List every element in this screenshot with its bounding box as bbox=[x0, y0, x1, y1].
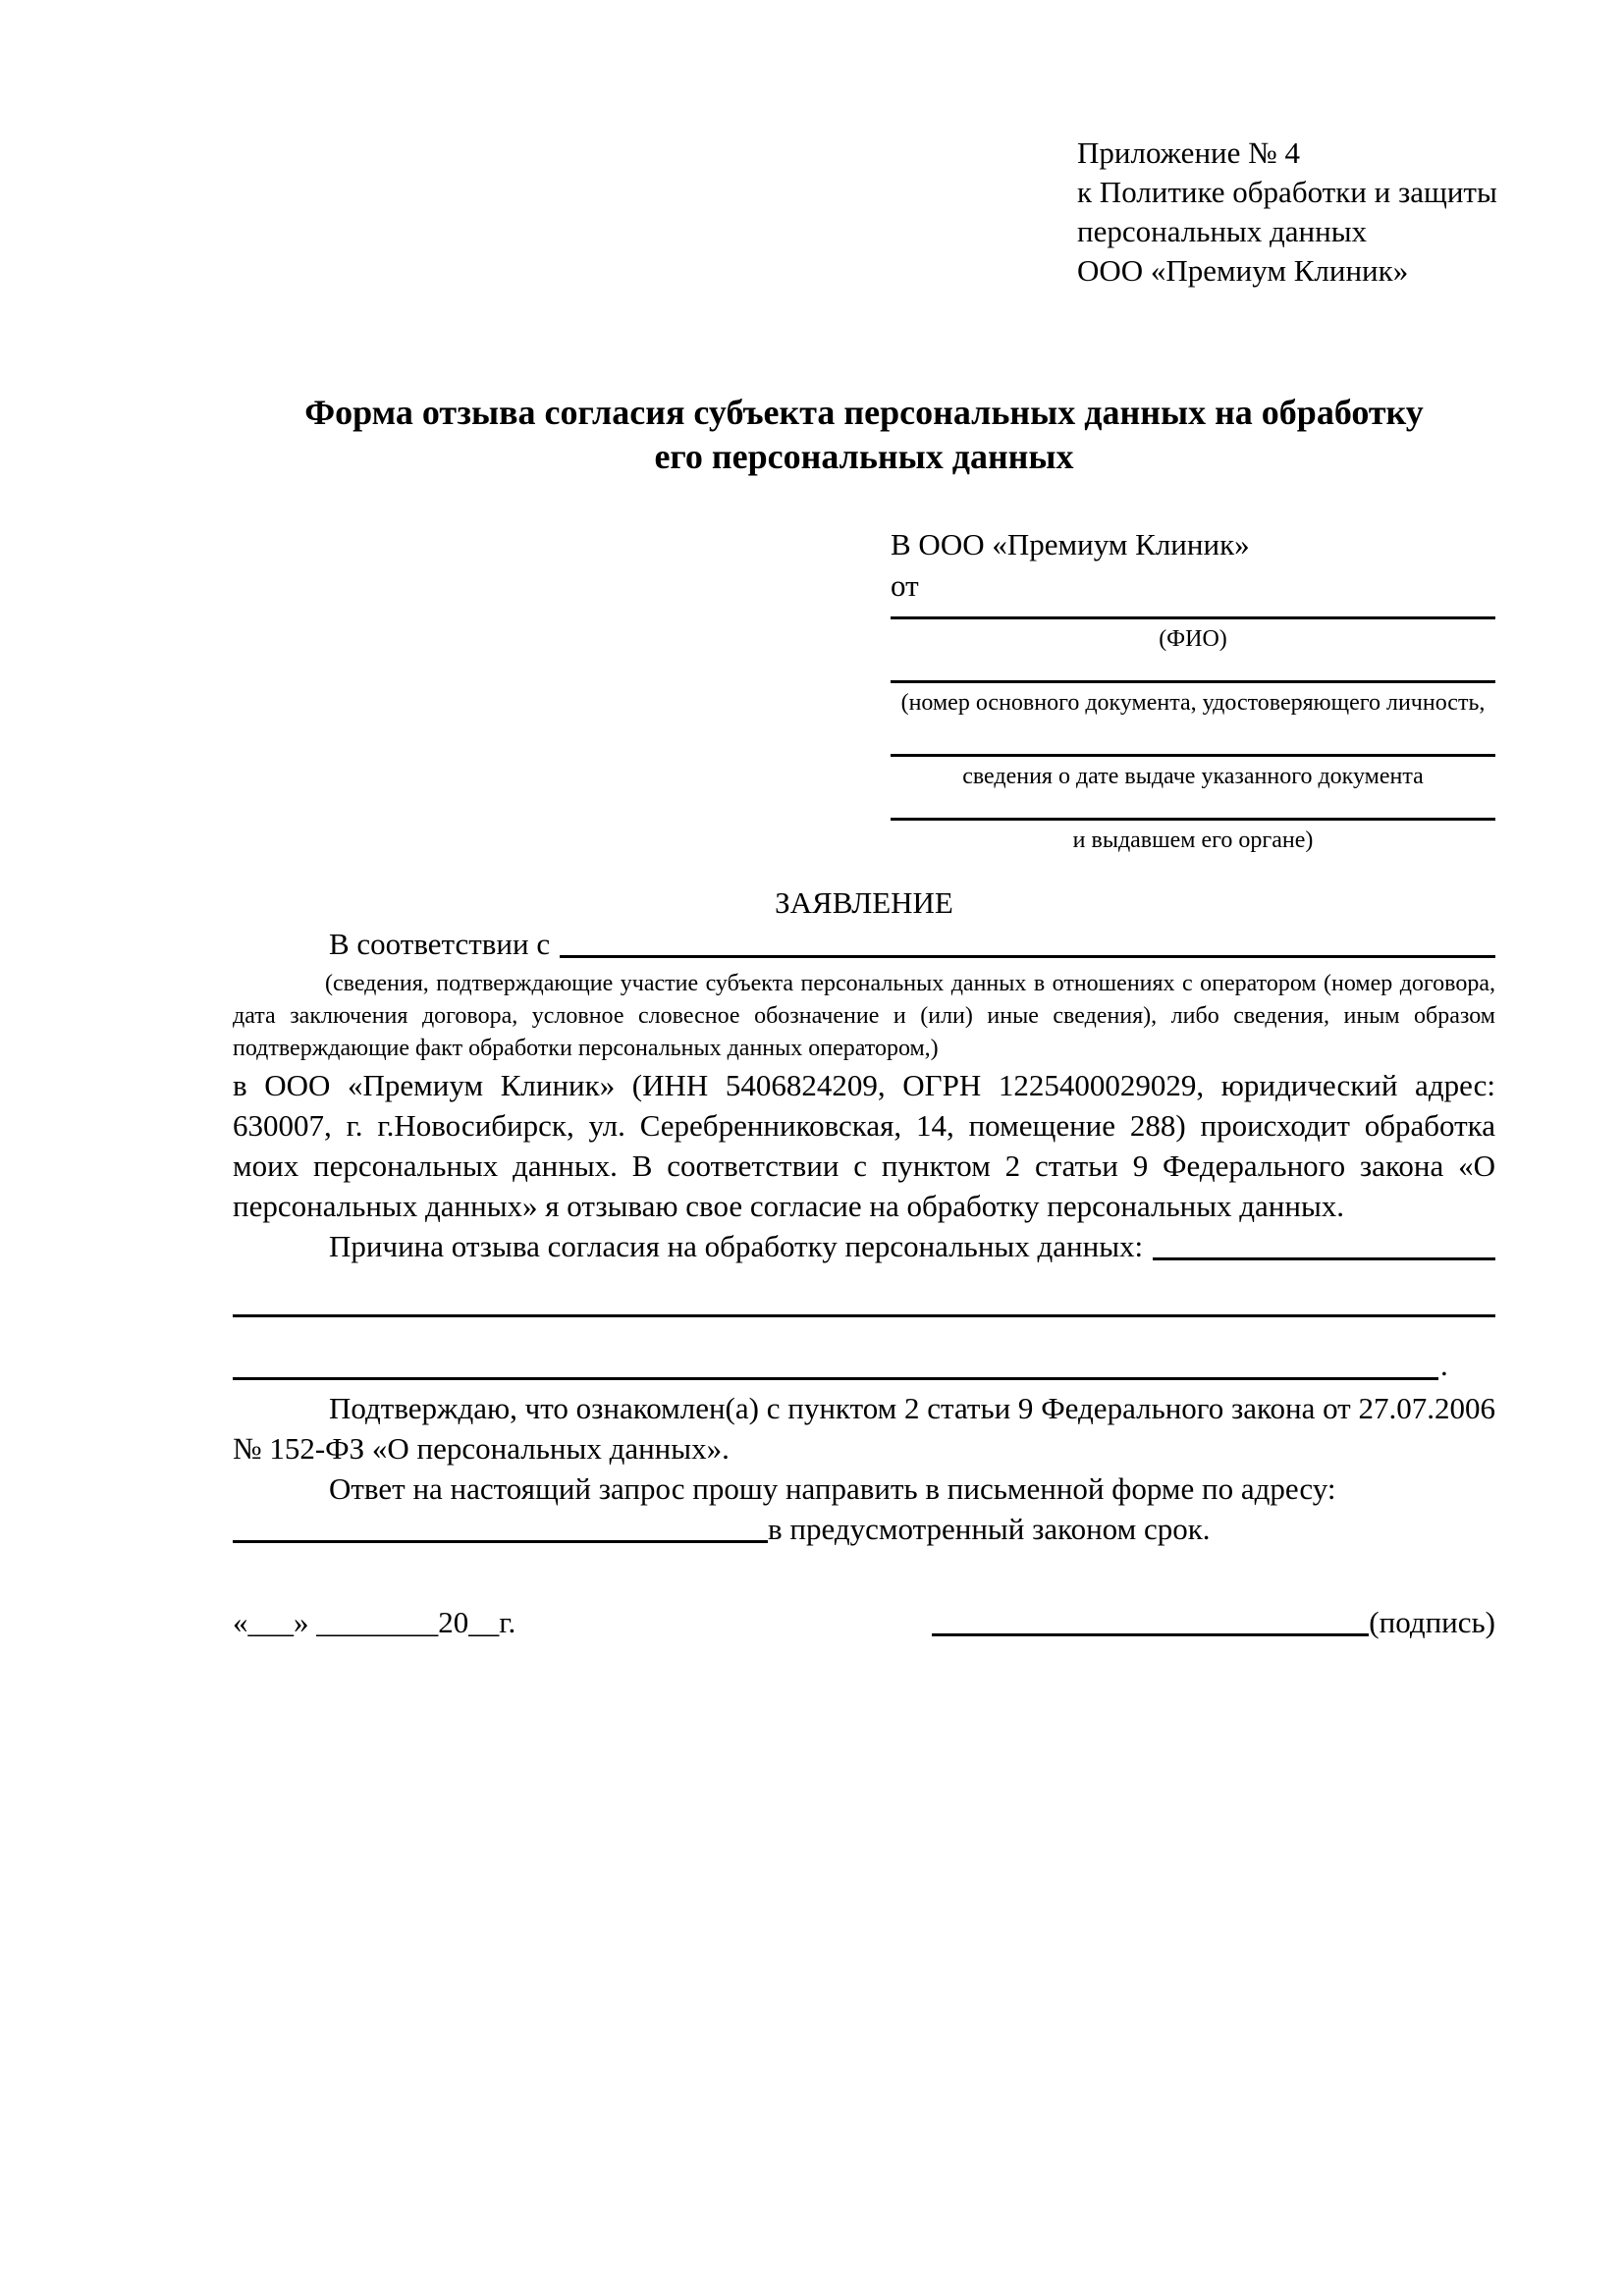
appendix-line: ООО «Премиум Клиник» bbox=[1077, 253, 1409, 288]
addressee-to: В ООО «Премиум Клиник» bbox=[891, 527, 1250, 561]
fill-in-line bbox=[233, 1314, 1495, 1317]
document-title-line: Форма отзыва согласия субъекта персональных данных на обработку bbox=[304, 393, 1424, 432]
fill-in-line bbox=[891, 818, 1495, 821]
intro-lead: В соответствии с bbox=[329, 927, 551, 961]
fill-in-line bbox=[233, 1377, 1438, 1380]
fill-in-line bbox=[891, 616, 1495, 619]
date-line: «___» ________20__г. bbox=[233, 1605, 516, 1639]
document-title-line: его персональных данных bbox=[654, 437, 1074, 476]
statement-section bbox=[233, 881, 1495, 1550]
reply-paragraph: Ответ на настоящий запрос прошу направить в письменной форме по адресу: bbox=[329, 1471, 1336, 1506]
reason-lead: Причина отзыва согласия на обработку персональных данных: bbox=[329, 1229, 1144, 1263]
reason-line bbox=[233, 1226, 1495, 1267]
body-paragraph: в ООО «Премиум Клиник» (ИНН 5406824209, ОГРН 1225400029029, юридический адрес: 630007, г. г.Новосибирск, ул. Серебренниковская, 14, помещение 288) происходит обработка моих персональных данных. В соответствии с пунктом 2 статьи 9 Федерального закона «О персональных данных» я отзываю свое согласие на обработку персональных данных. bbox=[233, 1068, 1495, 1223]
addressee-from-label: от bbox=[891, 568, 919, 603]
fill-in-line-row bbox=[233, 1350, 1495, 1380]
line-end-period: . bbox=[1440, 1348, 1448, 1382]
fill-in-line bbox=[233, 1540, 768, 1543]
field-caption: и выдавшем его органе) bbox=[1072, 828, 1314, 853]
small-print-note: (сведения, подтверждающие участие субъекта персональных данных в отношениях с оператором (номер договора, дата заключения договора, условное словесное обозначение и (или) иные сведения), либо сведения, иным образом подтверждающие факт обработки персональных данных оператором,) bbox=[233, 971, 1495, 1061]
reply-address-line bbox=[233, 1509, 1495, 1550]
fill-in-line bbox=[560, 955, 1495, 958]
confirm-paragraph: Подтверждаю, что ознакомлен(а) с пунктом 2 статьи 9 Федерального закона от 27.07.2006 № 152-ФЗ «О персональных данных». bbox=[233, 1391, 1495, 1466]
reply-tail: в предусмотренный законом срок. bbox=[768, 1512, 1211, 1546]
field-caption: (номер основного документа, удостоверяющего личность, bbox=[900, 690, 1486, 716]
addressee-block bbox=[891, 524, 1495, 854]
appendix-line: Приложение № 4 bbox=[1077, 135, 1300, 170]
signature-caption: (подпись) bbox=[1369, 1605, 1495, 1639]
statement-heading: ЗАЯВЛЕНИЕ bbox=[775, 885, 953, 920]
field-caption: сведения о дате выдаче указанного документа bbox=[962, 764, 1424, 789]
appendix-header bbox=[1077, 133, 1497, 291]
signature-block bbox=[233, 1602, 1495, 1643]
appendix-line: персональных данных bbox=[1077, 214, 1368, 248]
appendix-line: к Политике обработки и защиты bbox=[1077, 175, 1497, 209]
fill-in-line bbox=[1153, 1257, 1495, 1260]
fill-in-line bbox=[891, 754, 1495, 757]
signature-group bbox=[932, 1602, 1495, 1643]
fill-in-line bbox=[891, 680, 1495, 683]
field-caption: (ФИО) bbox=[1159, 626, 1227, 652]
document-title bbox=[233, 391, 1495, 479]
signature-line bbox=[932, 1633, 1369, 1636]
intro-line bbox=[233, 924, 1495, 965]
